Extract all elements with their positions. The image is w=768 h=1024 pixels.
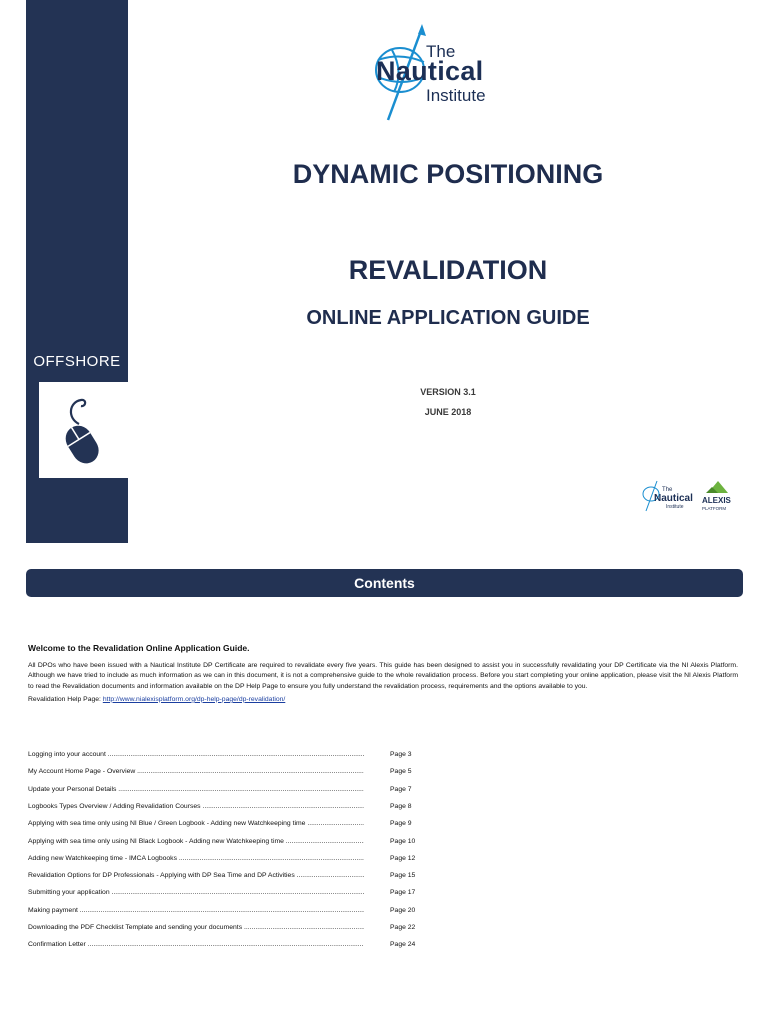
toc-title: Confirmation Letter .....: [28, 941, 364, 948]
title-revalidation: REVALIDATION: [348, 255, 548, 285]
help-page-link[interactable]: http://www.nialexisplatform.org/dp-help-page/dp-revalidation/: [102, 695, 286, 703]
toc-page: Page 8: [390, 802, 412, 810]
toc-row[interactable]: [28, 838, 438, 850]
toc-title: Update your Personal Details .....: [28, 786, 364, 793]
small-logo-the: The: [662, 487, 673, 493]
toc-row[interactable]: [28, 855, 438, 867]
mouse-icon: [39, 382, 128, 478]
toc-title: Submitting your application .....: [28, 889, 364, 896]
toc-page: Page 17: [390, 889, 416, 897]
toc-page: Page 20: [390, 906, 416, 914]
logo-text-the: The: [426, 42, 456, 61]
toc-page: Page 24: [390, 941, 416, 949]
mouse-box: [39, 382, 128, 478]
toc-row[interactable]: [28, 820, 438, 832]
toc-page: Page 22: [390, 924, 416, 931]
intro-section: [28, 643, 738, 703]
toc-page: Page 5: [390, 768, 412, 776]
small-logo-nautical: Nautical: [654, 493, 693, 504]
help-page-label: Revalidation Help Page:: [28, 695, 103, 703]
toc-page: Page 10: [390, 837, 416, 845]
toc-row[interactable]: [28, 751, 438, 763]
partner-logos: [640, 479, 740, 517]
toc-title: My Account Home Page - Overview .....: [28, 768, 364, 775]
toc-title: Revalidation Options for DP Professionals - Applying with DP Sea Time and DP Activities .....: [28, 872, 364, 879]
toc-title: Logging into your account .....: [28, 751, 364, 758]
toc-page: Page 7: [390, 785, 412, 793]
toc-row[interactable]: [28, 941, 438, 953]
intro-heading: Welcome to the Revalidation Online Application Guide.: [28, 643, 250, 653]
toc-title: Adding new Watchkeeping time - IMCA Logbooks .....: [28, 855, 364, 862]
contents-header: Contents: [26, 569, 743, 597]
sidebar-label: OFFSHORE: [33, 353, 121, 370]
date-label: JUNE 2018: [424, 407, 472, 417]
logo-text-institute: Institute: [426, 86, 486, 105]
title-dynamic-positioning: DYNAMIC POSITIONING: [292, 159, 604, 189]
toc-row[interactable]: [28, 768, 438, 780]
alexis-logo: [702, 481, 732, 511]
nautical-institute-small-logo: [643, 481, 693, 511]
toc-page: Page 9: [390, 820, 412, 828]
alexis-text: ALEXIS: [702, 496, 731, 505]
toc-title: Logbooks Types Overview / Adding Revalidation Courses .....: [28, 803, 364, 810]
toc-row[interactable]: [28, 786, 438, 798]
alexis-platform-text: PLATFORM: [702, 506, 727, 511]
toc-page: Page 15: [390, 872, 416, 880]
help-page-line: [28, 696, 738, 703]
sidebar-band: [26, 0, 128, 543]
toc-row[interactable]: [28, 907, 438, 919]
title-online-application-guide: ONLINE APPLICATION GUIDE: [306, 307, 590, 329]
toc-title: Applying with sea time only using NI Blue / Green Logbook - Adding new Watchkeeping time .....: [28, 820, 364, 827]
toc-title: Applying with sea time only using NI Black Logbook - Adding new Watchkeeping time .....: [28, 838, 364, 845]
small-logo-institute: Institute: [666, 504, 684, 510]
logo-text-nautical: Nautical: [376, 56, 484, 86]
nautical-institute-logo: [370, 22, 530, 124]
toc-title: Making payment .....: [28, 907, 364, 914]
toc-page: Page 3: [390, 751, 412, 758]
version-label: VERSION 3.1: [420, 387, 476, 397]
intro-paragraph: All DPOs who have been issued with a Nautical Institute DP Certificate are required to revalidate every five years. This guide has been designed to assist you in successfully revalidating your DP Certificate via the NI Alexis Platform. Although we have tried to include as much information as we can in this document, it is not a comprehensive guide to the whole revalidation process. Before you start completing your online application, please visit the NI Alexis Platform to read the Revalidation documents and information available on the DP Help Page to ensure you fully understand the revalidation process, requirements and the options available to you.: [28, 662, 738, 690]
toc-row[interactable]: [28, 889, 438, 901]
toc-row[interactable]: [28, 872, 438, 884]
toc-row[interactable]: [28, 803, 438, 815]
toc-row[interactable]: [28, 924, 438, 936]
toc-page: Page 12: [390, 854, 416, 862]
toc-title: Downloading the PDF Checklist Template and sending your documents .....: [28, 924, 364, 931]
